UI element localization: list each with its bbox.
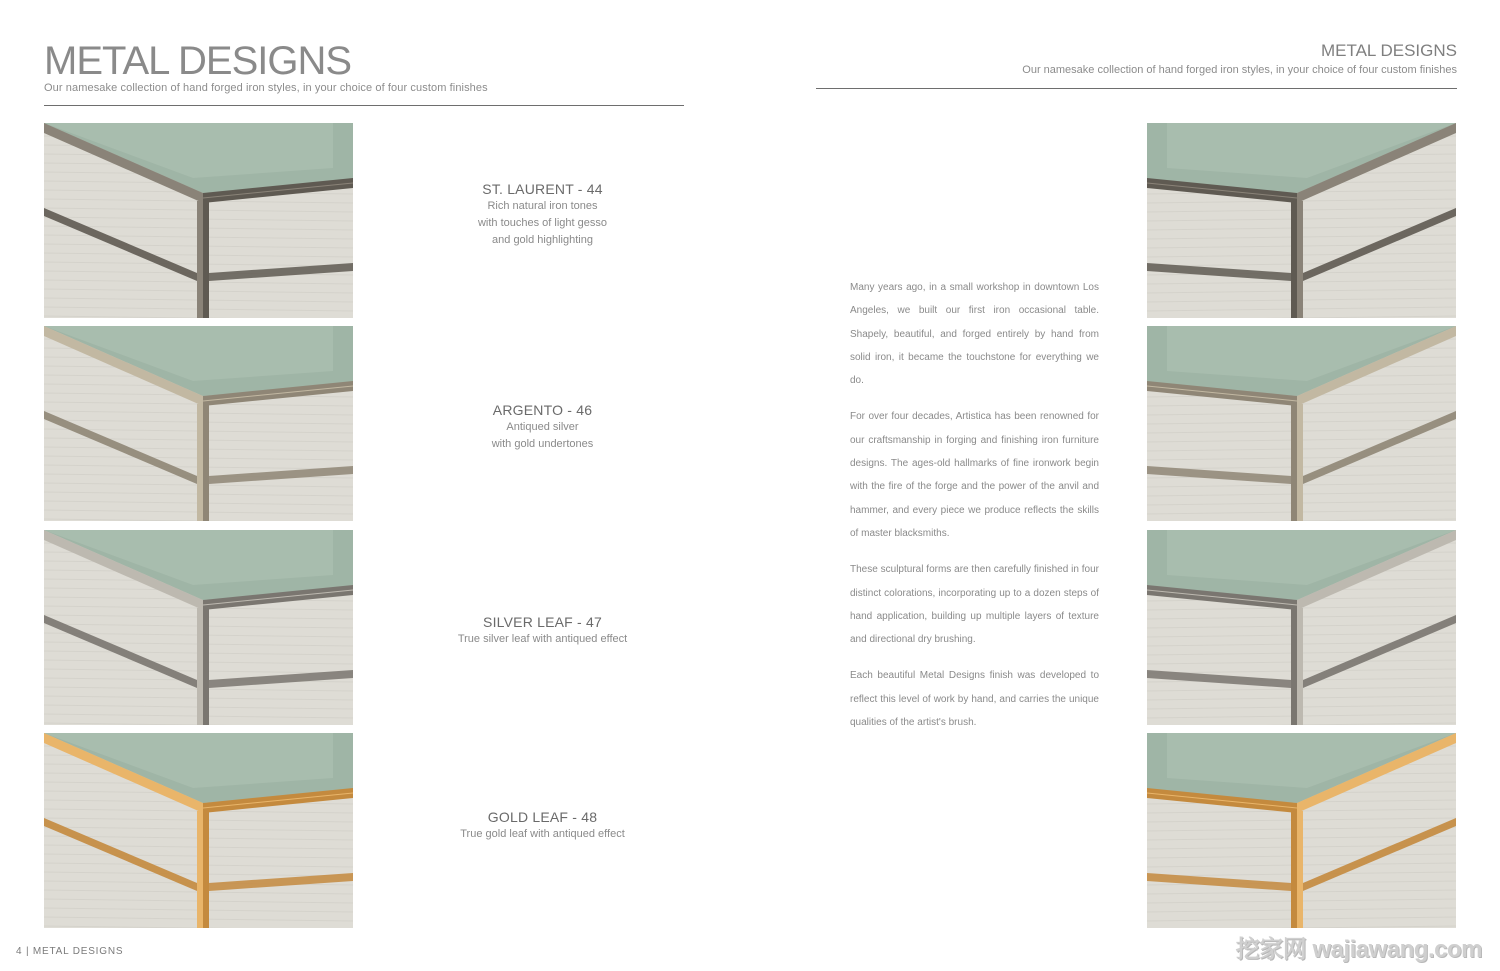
finish-desc-line: and gold highlighting bbox=[492, 234, 593, 246]
table-corner-illustration bbox=[1147, 326, 1456, 521]
finish-desc-line: True gold leaf with antiqued effect bbox=[460, 828, 625, 840]
table-corner-illustration bbox=[44, 530, 353, 725]
finish-desc-line: True silver leaf with antiqued effect bbox=[457, 633, 628, 645]
page-folio: 4 | METAL DESIGNS bbox=[16, 946, 124, 957]
photo-gold-leaf-left bbox=[44, 733, 353, 928]
table-corner-illustration bbox=[1147, 123, 1456, 318]
finish-name: ARGENTO - 46 bbox=[492, 402, 593, 418]
finish-silver-leaf bbox=[420, 613, 665, 648]
finish-name: SILVER LEAF - 47 bbox=[483, 614, 602, 630]
finish-name: ST. LAURENT - 44 bbox=[482, 181, 603, 197]
finish-desc-line: with gold undertones bbox=[491, 438, 594, 450]
table-corner-illustration bbox=[1147, 530, 1456, 725]
finish-gold-leaf bbox=[420, 808, 665, 843]
finish-desc-line: with touches of light gesso bbox=[477, 217, 608, 229]
right-header-divider bbox=[816, 88, 1457, 89]
table-corner-illustration bbox=[44, 733, 353, 928]
left-page-subtitle: Our namesake collection of hand forged iron styles, in your choice of four custom finishes bbox=[44, 82, 488, 94]
table-corner-illustration bbox=[1147, 733, 1456, 928]
table-corner-illustration bbox=[44, 123, 353, 318]
body-copy bbox=[850, 276, 1099, 747]
site-watermark: 挖家网 wajiawang.com bbox=[1235, 936, 1482, 963]
right-page-title: METAL DESIGNS bbox=[1320, 41, 1457, 60]
left-header-divider bbox=[44, 105, 684, 106]
photo-argento-right bbox=[1147, 326, 1456, 521]
photo-silver-leaf-right bbox=[1147, 530, 1456, 725]
body-paragraph: Each beautiful Metal Designs finish was developed to reflect this level of work by hand, and carries the unique qualities of the artist's brush. bbox=[850, 670, 1099, 729]
table-corner-illustration bbox=[44, 326, 353, 521]
finish-argento bbox=[420, 401, 665, 453]
photo-st-laurent-left bbox=[44, 123, 353, 318]
finish-st-laurent bbox=[420, 180, 665, 249]
photo-silver-leaf-left bbox=[44, 530, 353, 725]
body-paragraph: Many years ago, in a small workshop in downtown Los Angeles, we built our first iron occasional table. Shapely, beautiful, and forged entirely by hand from solid iron, it became the touchstone for everything we do. bbox=[850, 282, 1099, 387]
body-paragraph: For over four decades, Artistica has been renowned for our craftsmanship in forging and finishing iron furniture designs. The ages-old hallmarks of fine ironwork begin with the fire of the forge and the power of the anvil and hammer, and every piece we produce reflects the skills of master blacksmiths. bbox=[850, 411, 1099, 539]
left-page-title: METAL DESIGNS bbox=[44, 39, 352, 83]
photo-gold-leaf-right bbox=[1147, 733, 1456, 928]
finish-desc-line: Rich natural iron tones bbox=[487, 200, 598, 212]
finish-name: GOLD LEAF - 48 bbox=[487, 809, 598, 825]
photo-st-laurent-right bbox=[1147, 123, 1456, 318]
right-page-subtitle: Our namesake collection of hand forged iron styles, in your choice of four custom finishes bbox=[1022, 64, 1457, 76]
finish-desc-line: Antiqued silver bbox=[506, 421, 579, 433]
body-paragraph: These sculptural forms are then carefully finished in four distinct colorations, incorporating up to a dozen steps of hand application, building up multiple layers of texture and directional dry brushing. bbox=[850, 564, 1099, 646]
photo-argento-left bbox=[44, 326, 353, 521]
